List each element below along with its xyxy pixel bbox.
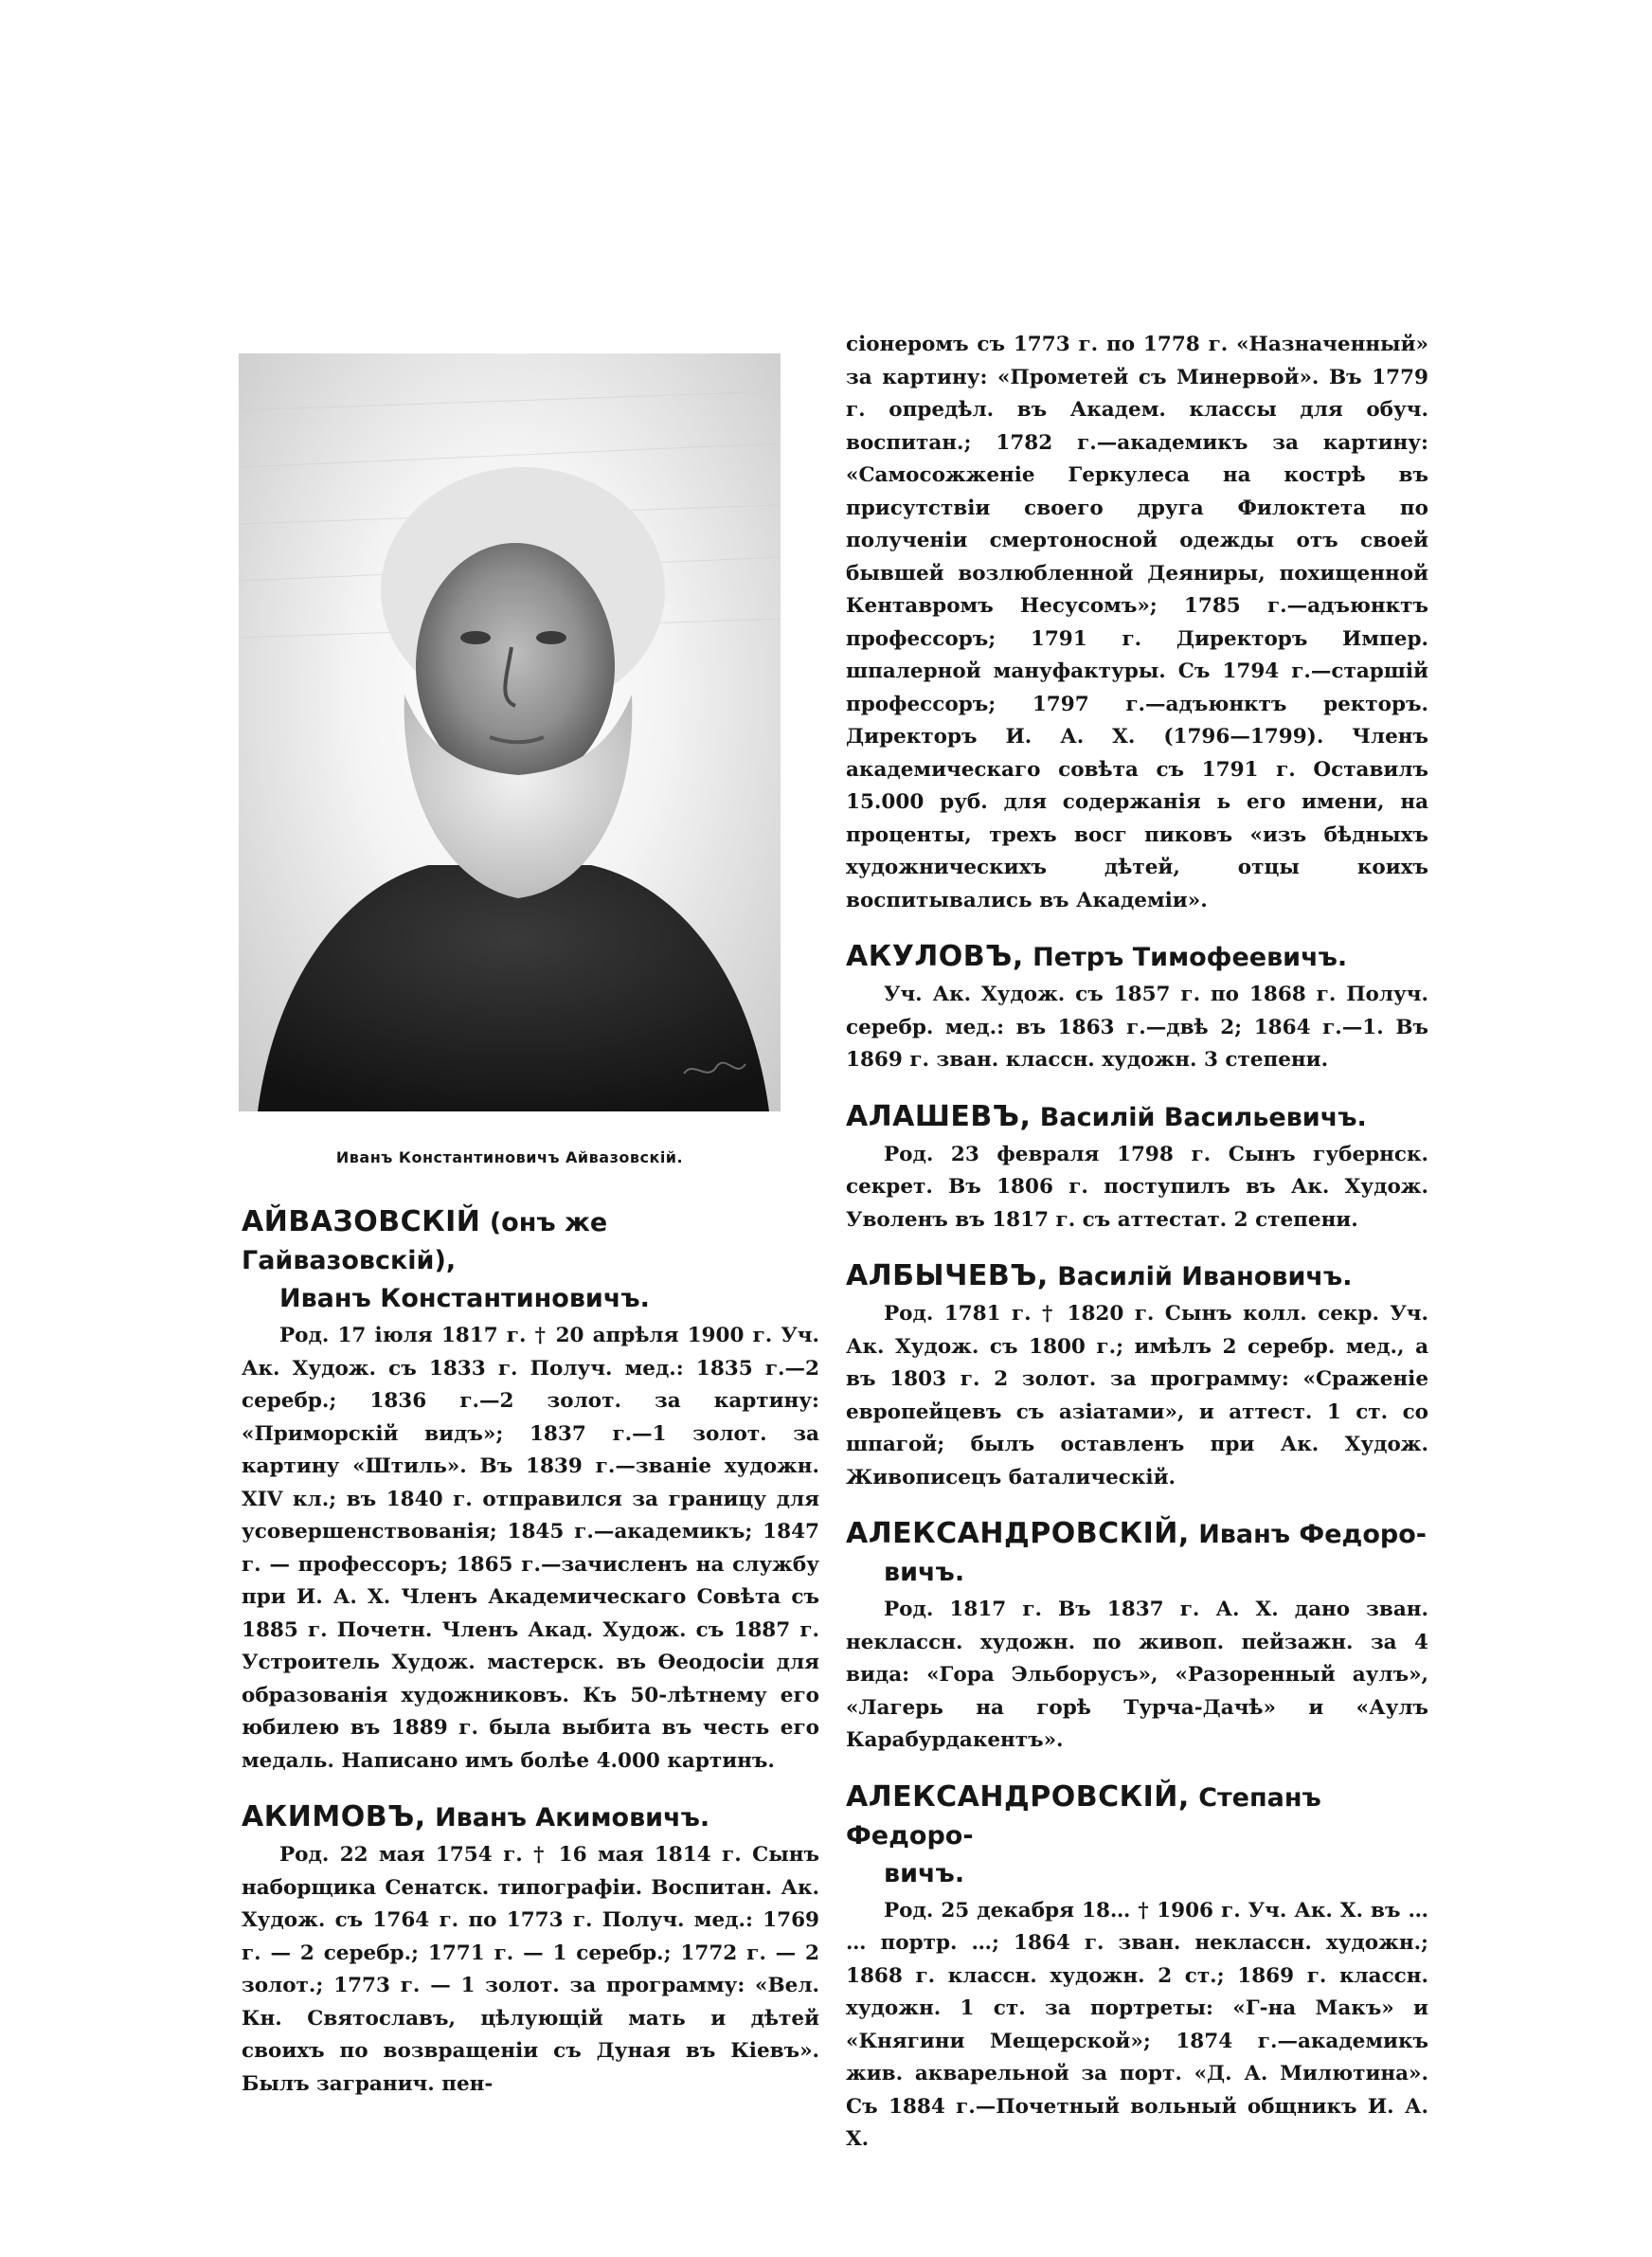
entry-heading <box>242 1798 819 1837</box>
entry-surname: АЛАШЕВЪ, <box>846 1099 1032 1133</box>
entry-surname: АЛЕКСАНДРОВСКІЙ, <box>846 1517 1190 1550</box>
entry-akimov-continued <box>846 329 1428 917</box>
entry-text: Уч. Ак. Худож. съ 1857 г. по 1868 г. Получ. серебр. мед.: въ 1863 г.—двѣ 2; 1864 г.—1. Въ 1869 г. зван. классн. художн. 3 степени. <box>846 983 1428 1072</box>
entry-heading <box>846 1515 1428 1592</box>
entry-aivazovsky <box>242 1203 819 1778</box>
entry-akimov <box>242 1798 819 2101</box>
entry-text: сіонеромъ съ 1773 г. по 1778 г. «Назначенный» за картину: «Прометей съ Минервой». Въ 1779 г. опредѣл. въ Академ. классы для обуч. воспитан.; 1782 г.—академикъ за картину: «Самосожженіе Геркулеса на кострѣ въ присутствіи своего друга Филоктета по полученіи смертоносной одежды отъ своей бывшей возлюбленной Деяниры, похищенной Кентавромъ Несусомъ»; 1785 г.—адъюнктъ профессоръ; 1791 г. Директоръ Импер. шпалерной мануфактуры. Съ 1794 г.—старшій профессоръ; 1797 г.—адъюнктъ ректоръ. Директоръ И. А. Х. (1796—1799). Членъ академическаго совѣта съ 1791 г. Оставилъ 15.000 руб. для содержанія ь его имени, на проценты, трехъ восг пиковъ «изъ бѣдныхъ художническихъ дѣтей, отцы коихъ воспитывались въ Академіи». <box>846 333 1428 912</box>
entry-heading-rest: Степанъ Федоро- <box>846 1782 1321 1851</box>
entry-heading <box>846 1257 1428 1296</box>
entry-text: Род. 1817 г. Въ 1837 г. А. Х. дано зван. неклассн. художн. по живоп. пейзажн. за 4 вида: «Гора Эльборусъ», «Разоренный аулъ», «Лагерь на горѣ Турча-Дачѣ» и «Аулъ Карабурдакентъ». <box>846 1598 1428 1752</box>
entry-heading-rest: Иванъ Акимовичъ. <box>435 1803 710 1833</box>
entry-text: Род. 17 іюля 1817 г. † 20 апрѣля 1900 г. Уч. Ак. Худож. съ 1833 г. Получ. мед.: 1835 г.—2 серебр.; 1836 г.—2 золот. за картину: «Приморскій видъ»; 1837 г.—1 золот. за картину «Штиль». Въ 1839 г.—званіе художн. XIV кл.; въ 1840 г. отправился за границу для усовершенствованія; 1845 г.—академикъ; 1847 г. — профессоръ; 1865 г.—зачисленъ на службу при И. А. Х. Членъ Академическаго Совѣта съ 1885 г. Почетн. Членъ Акад. Худож. съ 1887 г. Устроитель Худож. мастерск. въ Ѳеодосіи для образованія художниковъ. Къ 50-лѣтнему его юбилею въ 1889 г. была выбита въ честь его медаль. Написано имъ болѣе 4.000 картинъ. <box>242 1324 819 1773</box>
entry-heading-continuation: Иванъ Константиновичъ. <box>279 1284 650 1313</box>
portrait-image <box>239 353 781 1111</box>
entry-heading <box>242 1203 819 1318</box>
portrait-caption: Иванъ Константиновичъ Айвазовскій. <box>335 1148 684 1166</box>
entry-heading-rest: (онъ же Гайвазовскій), <box>242 1208 608 1275</box>
entry-albychev <box>846 1257 1428 1494</box>
entry-text: Род. 1781 г. † 1820 г. Сынъ колл. секр. Уч. Ак. Худож. съ 1800 г.; имѣлъ 2 серебр. мед., а въ 1803 г. 2 золот. за программу: «Сраженіе европейцевъ съ азіатами», и аттест. 1 ст. со шпагой; былъ оставленъ при Ак. Худож. Живописецъ баталическій. <box>846 1302 1428 1490</box>
left-column <box>242 1203 819 2122</box>
entry-heading <box>846 938 1428 977</box>
entry-heading-continuation: вичъ. <box>884 1558 965 1587</box>
entry-akulov <box>846 938 1428 1077</box>
entry-surname: АЛЕКСАНДРОВСКІЙ, <box>846 1779 1190 1814</box>
entry-heading-rest: Василій Васильевичъ. <box>1039 1102 1367 1132</box>
entry-heading-rest: Иванъ Федоро- <box>1198 1520 1427 1549</box>
entry-alashev <box>846 1098 1428 1237</box>
portrait-engraving <box>239 353 781 1111</box>
entry-text: Род. 25 декабря 18… † 1906 г. Уч. Ак. Х. въ … … портр. …; 1864 г. зван. неклассн. художн.; 1868 г. классн. художн. 2 ст.; 1869 г. классн. художн. 1 ст. за портреты: «Г-на Макъ» и «Княгини Мещерской»; 1874 г.—академикъ жив. акварельной за порт. «Д. А. Милютина». Съ 1884 г.—Почетный вольный общникъ И. А. Х. <box>846 1898 1428 2151</box>
entry-aleksandrovsky-ivan <box>846 1515 1428 1758</box>
entry-heading <box>846 1098 1428 1137</box>
entry-text: Род. 23 февраля 1798 г. Сынъ губернск. секрет. Въ 1806 г. поступилъ въ Ак. Худож. Уволенъ въ 1817 г. съ аттестат. 2 степени. <box>846 1142 1428 1232</box>
right-column <box>846 327 1428 2177</box>
entry-heading-rest: Петръ Тимофеевичъ. <box>1032 943 1348 972</box>
entry-heading-rest: Василій Ивановичъ. <box>1057 1262 1353 1291</box>
entry-surname: АКУЛОВЪ, <box>846 940 1024 973</box>
entry-aleksandrovsky-stepan <box>846 1779 1428 2157</box>
entry-surname: АЛБЫЧЕВЪ, <box>846 1259 1049 1292</box>
entry-heading <box>846 1779 1428 1893</box>
entry-text: Род. 22 мая 1754 г. † 16 мая 1814 г. Сынъ наборщика Сенатск. типографіи. Воспитан. Ак. Худож. съ 1764 г. по 1773 г. Получ. мед.: 1769 г. — 2 серебр.; 1771 г. — 1 серебр.; 1772 г. — 2 золот.; 1773 г. — 1 золот. за программу: «Вел. Кн. Святославъ, цѣлующій мать и дѣтей своихъ по возвращеніи съ Дуная въ Кіевъ». Былъ загранич. пен- <box>242 1843 819 2096</box>
entry-surname: АКИМОВЪ, <box>242 1800 426 1833</box>
entry-heading-continuation: вичъ. <box>884 1858 965 1888</box>
entry-surname: АЙВАЗОВСКІЙ <box>242 1205 481 1238</box>
